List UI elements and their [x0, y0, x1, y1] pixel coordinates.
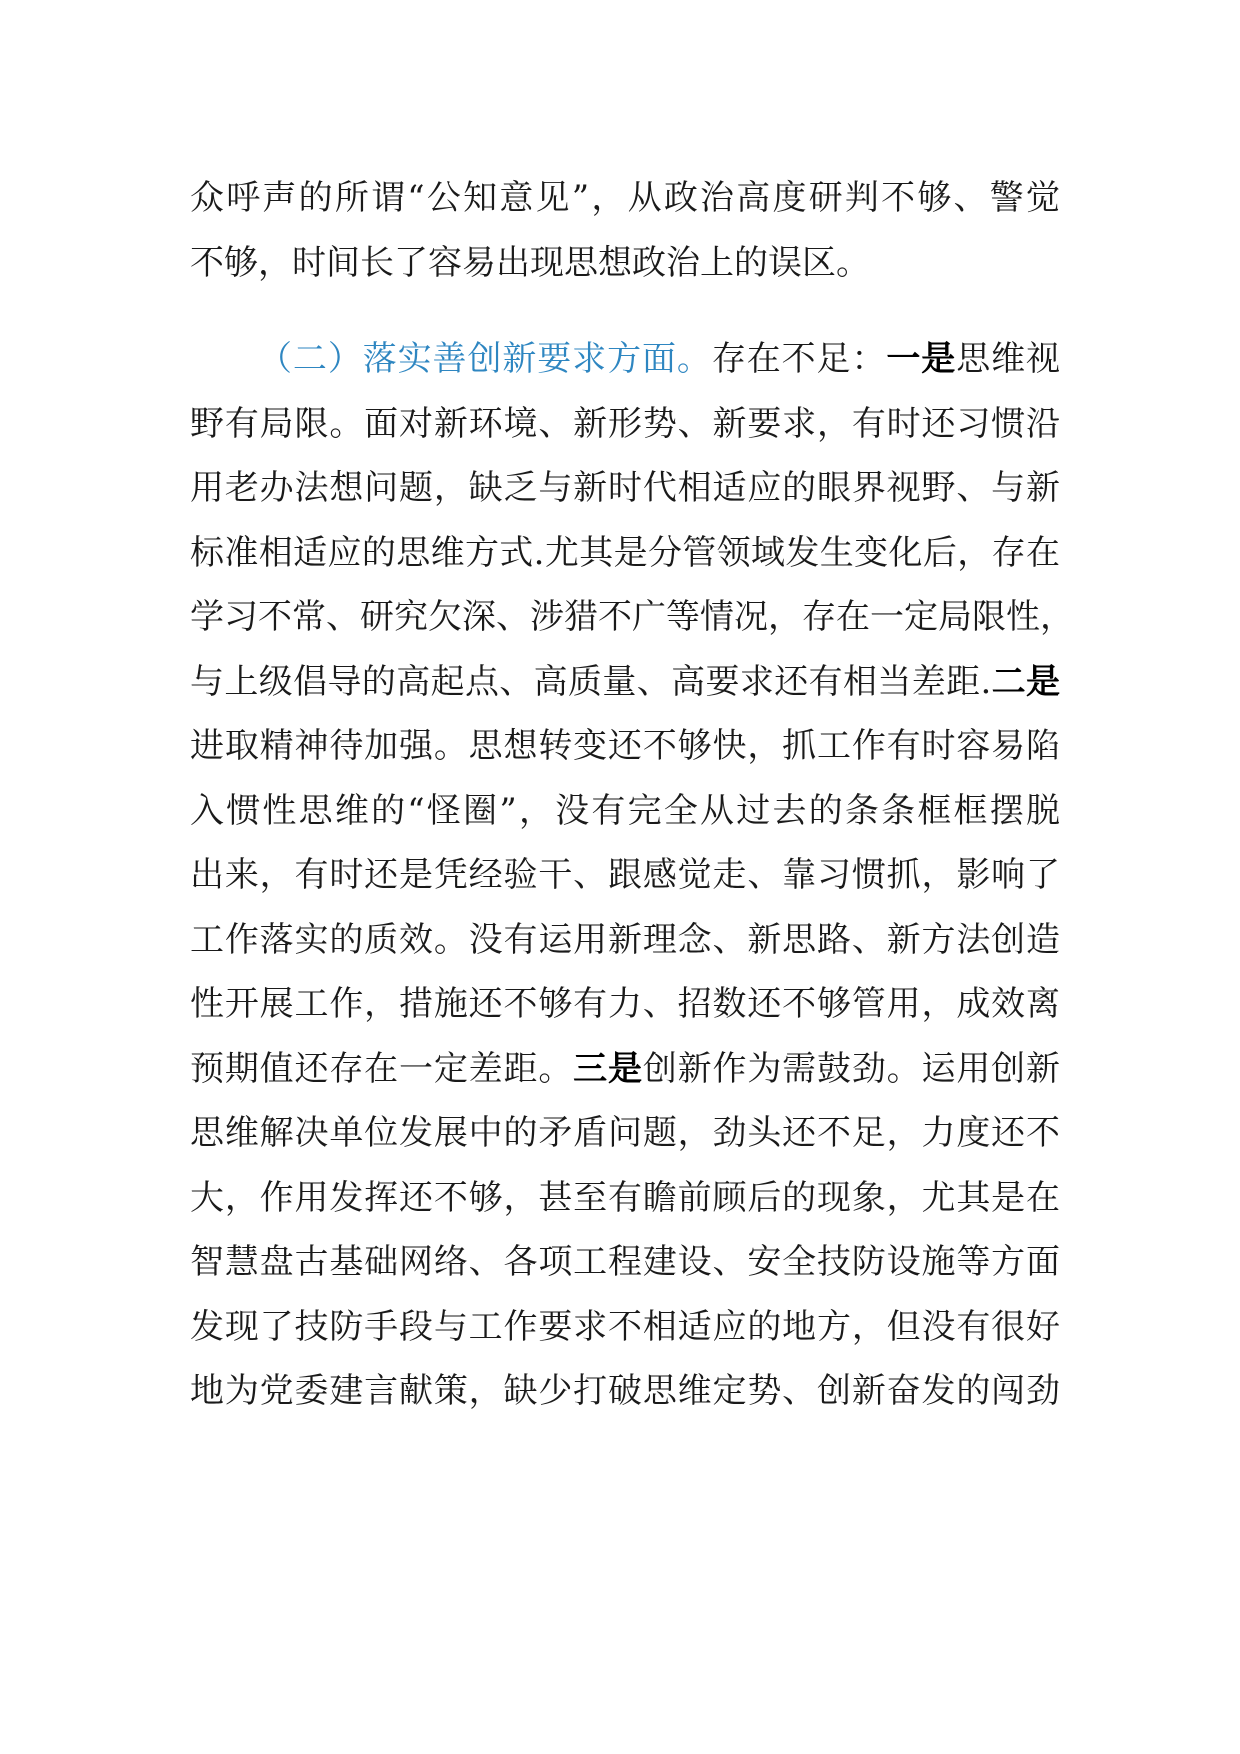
text-line: 智慧盘古基础网络、各项工程建设、安全技防设施等方面	[190, 1242, 1060, 1282]
text-line: 野有局限。面对新环境、新形势、新要求，有时还习惯沿	[190, 403, 1060, 444]
point-marker-one: 一是	[886, 339, 957, 379]
text-line: 入惯性思维的“怪圈”，没有完全从过去的条条框框摆脱	[190, 790, 1060, 831]
text-run: 存在不足：	[711, 339, 887, 379]
text-line: 学习不常、研究欠深、涉猎不广等情况，存在一定局限性，	[190, 597, 1074, 637]
paragraph-innovation	[190, 327, 1074, 1424]
paragraph-spacer	[190, 295, 1060, 327]
text-line: 性开展工作，措施还不够有力、招数还不够管用，成效离	[190, 984, 1060, 1024]
text-line: 用老办法想问题，缺乏与新时代相适应的眼界视野、与新	[190, 468, 1060, 508]
text-run: 思维视	[956, 339, 1061, 379]
text-line: 出来，有时还是凭经验干、跟感觉走、靠习惯抓，影响了	[190, 855, 1060, 895]
text-line: 标准相适应的思维方式.尤其是分管领域发生变化后，存在	[190, 532, 1060, 573]
text-line	[190, 1037, 1060, 1102]
text-line: 不够，时间长了容易出现思想政治上的误区。	[190, 242, 870, 283]
section-heading: （二）落实善创新要求方面。	[258, 339, 712, 379]
point-marker-two: 二是	[991, 661, 1061, 702]
point-marker-three: 三是	[573, 1048, 643, 1089]
text-line: 众呼声的所谓“公知意见”，从政治高度研判不够、警觉	[190, 178, 1060, 218]
text-line: 进取精神待加强。思想转变还不够快，抓工作有时容易陷	[190, 726, 1060, 766]
text-run: 与上级倡导的高起点、高质量、高要求还有相当差距.	[190, 661, 992, 702]
text-line: 工作落实的质效。没有运用新理念、新思路、新方法创造	[190, 919, 1060, 960]
document-body	[190, 166, 1074, 1424]
paragraph-continuation	[190, 166, 1060, 295]
text-line	[190, 650, 1060, 715]
text-line: 发现了技防手段与工作要求不相适应的地方，但没有很好	[190, 1306, 1060, 1347]
text-line: 大，作用发挥还不够，甚至有瞻前顾后的现象，尤其是在	[190, 1177, 1060, 1218]
text-line: 地为党委建言献策，缺少打破思维定势、创新奋发的闯劲	[190, 1371, 1060, 1411]
text-run: 预期值还存在一定差距。	[190, 1048, 574, 1089]
text-line: 思维解决单位发展中的矛盾问题，劲头还不足，力度还不	[190, 1113, 1060, 1153]
text-run: 创新作为需鼓劲。运用创新	[642, 1048, 1061, 1089]
text-line	[190, 327, 1060, 392]
